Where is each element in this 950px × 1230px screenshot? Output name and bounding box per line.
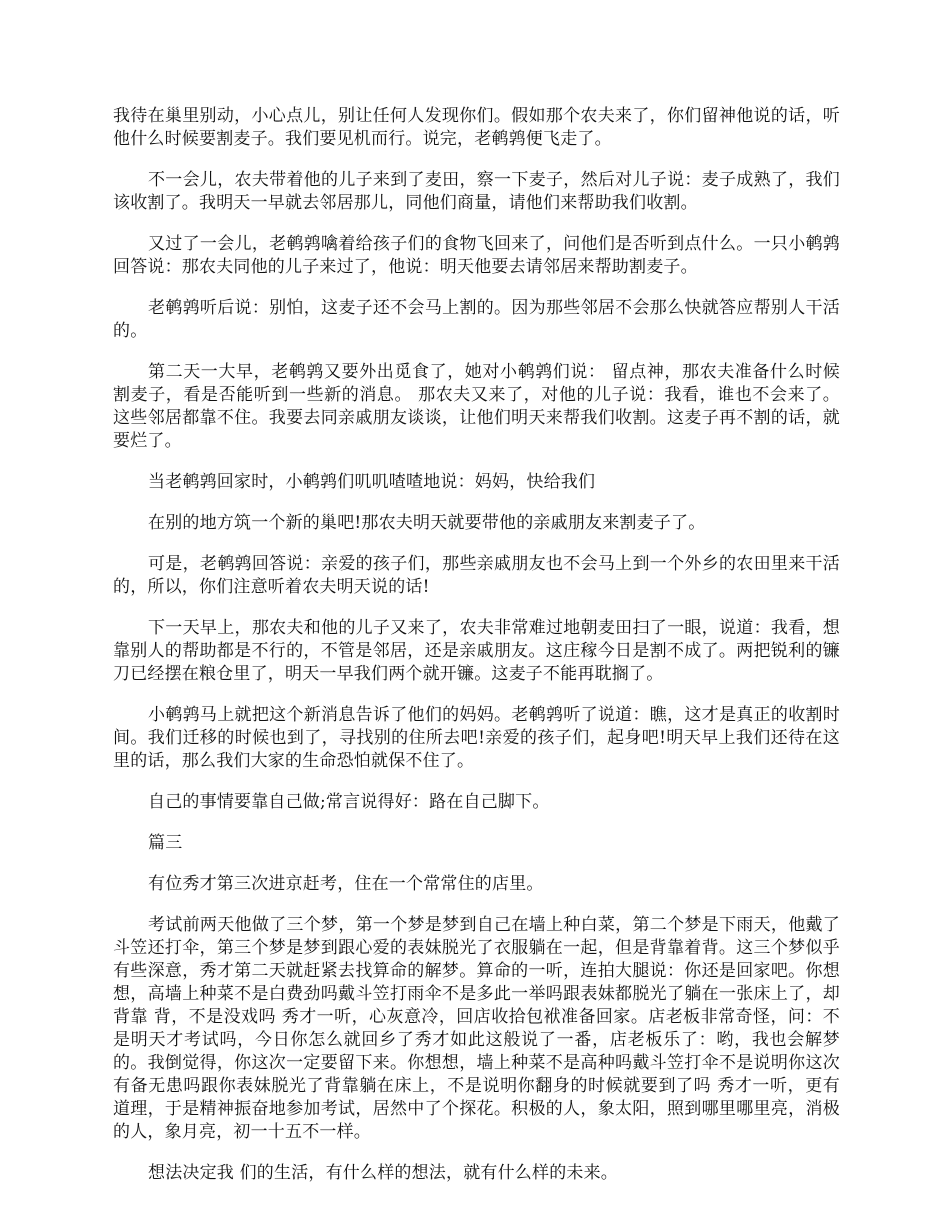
paragraph-10: 小鹌鹑马上就把这个新消息告诉了他们的妈妈。老鹌鹑听了说道：瞧，这才是真正的收割时间。我们迁移的时候也到了，寻找别的住所去吧!亲爱的孩子们，起身吧!明天早上我们还待在这里的话，那么我们大家的生命恐怕就保不住了。 [113,705,840,771]
paragraph-4: 老鹌鹑听后说：别怕，这麦子还不会马上割的。因为那些邻居不会那么快就答应帮别人干活的。 [113,298,840,341]
paragraph-11: 自己的事情要靠自己做;常言说得好：路在自己脚下。 [148,792,550,812]
section-heading: 篇三 [148,833,183,853]
paragraph-8: 可是，老鹌鹑回答说：亲爱的孩子们，那些亲戚朋友也不会马上到一个外乡的农田里来干活的，所以，你们注意听着农夫明天说的话! [113,554,840,597]
paragraph-3: 又过了一会儿，老鹌鹑噙着给孩子们的食物飞回来了，问他们是否听到点什么。一只小鹌鹑回答说：那农夫同他的儿子来过了，他说：明天他要去请邻居来帮助割麦子。 [113,234,840,277]
paragraph-7: 在别的地方筑一个新的巢吧!那农夫明天就要带他的亲戚朋友来割麦子了。 [148,513,706,533]
paragraph-13: 考试前两天他做了三个梦，第一个梦是梦到自己在墙上种白菜，第二个梦是下雨天，他戴了斗笠还打伞，第三个梦是梦到跟心爱的表妹脱光了衣服躺在一起，但是背靠着背。这三个梦似乎有些深意，秀才第二天就赶紧去找算命的解梦。算命的一听，连拍大腿说：你还是回家吧。你想想，高墙上种菜不是白费劲吗戴斗笠打雨伞不是多此一举吗跟表妹都脱光了躺在一张床上了，却背靠 背，不是没戏吗 秀才一听，心灰意冷，回店收拾包袱准备回家。店老板非常奇怪，问：不是明天才考试吗，今日你怎么就回乡了秀才如此这般说了一番，店老板乐了：哟，我也会解梦的。我倒觉得，你这次一定要留下来。你想想，墙上种菜不是高种吗戴斗笠打伞不是说明你这次有备无患吗跟你表妹脱光了背靠躺在床上，不是说明你翻身的时候就要到了吗 秀才一听，更有道理，于是精神振奋地参加考试，居然中了个探花。积极的人，象太阳，照到哪里哪里亮，消极的人，象月亮，初一十五不一样。 [113,915,840,1142]
paragraph-1: 我待在巢里别动，小心点儿，别让任何人发现你们。假如那个农夫来了，你们留神他说的话，听他什么时候要割麦子。我们要见机而行。说完，老鹌鹑便飞走了。 [113,106,840,149]
paragraph-5: 第二天一大早，老鹌鹑又要外出觅食了，她对小鹌鹑们说： 留点神，那农夫准备什么时候割麦子，看是否能听到一些新的消息。 那农夫又来了，对他的儿子说：我看，谁也不会来了。这些邻居都靠不住。我要去同亲戚朋友谈谈，让他们明天来帮我们收割。这麦子再不割的话，就要烂了。 [113,362,840,451]
paragraph-14: 想法决定我 们的生活，有什么样的想法，就有什么样的未来。 [148,1163,619,1183]
paragraph-2: 不一会儿，农夫带着他的儿子来到了麦田，察一下麦子，然后对儿子说：麦子成熟了，我们该收割了。我明天一早就去邻居那儿，同他们商量，请他们来帮助我们收割。 [113,170,840,213]
document-page [113,105,840,1203]
paragraph-12: 有位秀才第三次进京赶考，住在一个常常住的店里。 [148,874,544,894]
paragraph-6: 当老鹌鹑回家时，小鹌鹑们叽叽喳喳地说：妈妈，快给我们 [148,472,596,492]
paragraph-9: 下一天早上，那农夫和他的儿子又来了，农夫非常难过地朝麦田扫了一眼，说道：我看，想靠别人的帮助都是不行的，不管是邻居，还是亲戚朋友。这庄稼今日是割不成了。两把锐利的镰刀已经摆在粮仓里了，明天一早我们两个就开镰。这麦子不能再耽搁了。 [113,618,840,684]
